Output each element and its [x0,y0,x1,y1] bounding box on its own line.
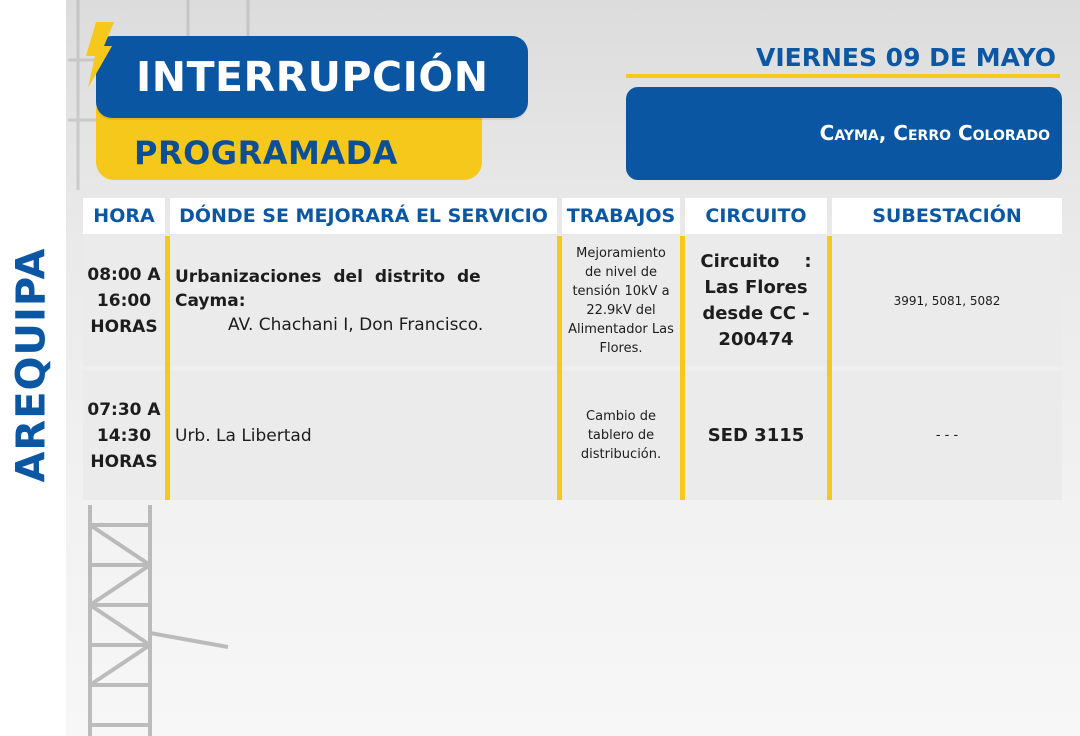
title-line-1: INTERRUPCIÓN [136,53,489,101]
hora-line: HORAS [90,451,158,472]
trabajos-line: tablero de [587,428,655,443]
donde-text: AV. Chachani I, Don Francisco. [228,315,484,335]
donde-text: Urb. La Libertad [175,425,312,446]
hora-line: HORAS [90,317,158,337]
trabajos-line: Cambio de [586,409,656,424]
column-divider [165,236,170,500]
table-row-1-circuito [685,236,827,366]
trabajos-line: Flores. [599,341,643,356]
trabajos-line: Alimentador Las [568,322,674,337]
table-row-2-hora [83,371,165,500]
header-circuito: CIRCUITO [685,198,827,234]
trabajos-line: Mejoramiento [576,246,666,261]
table-row-1-hora [83,236,165,366]
table-row-1-trabajos [562,236,680,366]
table-row-2-subestacion: - - - [832,371,1062,500]
trabajos-line: 22.9kV del [586,303,656,318]
table-row-2-trabajos [562,371,680,500]
column-divider [680,236,685,500]
circuito-line: desde CC - [702,303,810,324]
hora-line: 07:30 A [87,399,161,420]
trabajos-line: distribución. [580,447,662,462]
lightning-bolt-icon [82,22,114,88]
header-hora: HORA [83,198,165,234]
background-tower-image [70,505,230,736]
header-subestacion: SUBESTACIÓN [832,198,1062,234]
hora-line: 08:00 A [87,265,161,285]
header-trabajos: TRABAJOS [562,198,680,234]
city-side-label [4,247,60,483]
trabajos-line: de nivel de [585,265,657,280]
date-underline [626,74,1060,78]
circuito-line: Las Flores [704,277,808,298]
location-box [626,87,1062,180]
trabajos-line: tensión 10kV a [572,284,670,299]
table-row-1-donde [170,236,557,366]
table-row-1-subestacion: 3991, 5081, 5082 [832,236,1062,366]
city-label-text: AREQUIPA [9,247,55,483]
title-line-2: PROGRAMADA [134,134,398,172]
table-row-2-circuito: SED 3115 [685,371,827,500]
title-subtitle-box [96,108,482,180]
location-text: Cayma, Cerro Colorado [819,121,1050,145]
donde-bold-text: Urbanizaciones del distrito de Cayma: [175,267,481,311]
column-divider [557,236,562,500]
hora-line: 16:00 [96,291,152,311]
hora-line: 14:30 [96,425,152,446]
circuito-line: Circuito : [700,251,812,272]
header-donde: DÓNDE SE MEJORARÁ EL SERVICIO [170,198,557,234]
column-divider [827,236,832,500]
circuito-line: 200474 [718,329,794,350]
title-main-box [96,36,528,118]
table-row-2-donde [170,371,557,500]
date-label: VIERNES 09 DE MAYO [755,43,1056,72]
